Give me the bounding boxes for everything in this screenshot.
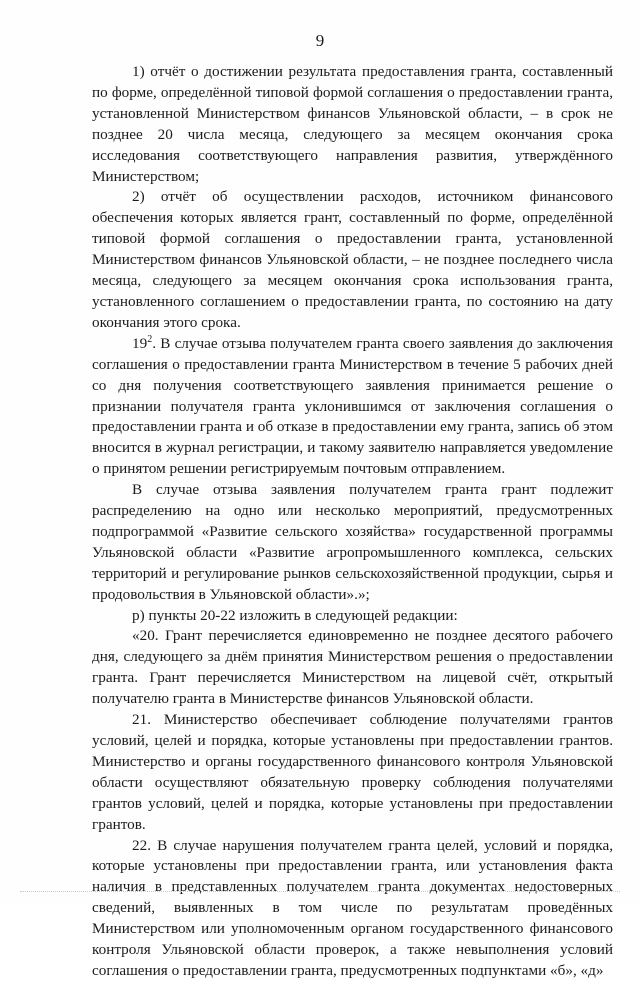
paragraph-report-result: 1) отчёт о достижении результата предоставления гранта, составленный по форме, определённой типовой формой соглашения о предоставлении гранта, установленной Министерством финансов Ульяновской области, – в срок не позднее 20 числа месяца, следующего за месяцем окончания срока исследования соответствующего направления развития, утверждённого Министерством; — [92, 63, 613, 185]
page-number: 9 — [315, 31, 325, 50]
paragraph-21: 21. Министерство обеспечивает соблюдение получателями грантов условий, целей и порядка, которые установлены при предоставлении грантов. Министерство и органы государственного финансового контроля Ульяновской области осуществляют обязательную проверку соблюдения получателями грантов условий, целей и порядка, которые установлены при предоставлении грантов. — [92, 711, 613, 833]
clause-number: 19 — [132, 334, 148, 352]
scan-edge-line — [20, 891, 620, 893]
paragraph-22: 22. В случае нарушения получателем гранта целей, условий и порядка, которые установлены при предоставлении гранта, или установления факта наличия в представленных получателем гранта документах недостоверных сведений, выявленных в том числе по результатам проведённых Министерством или уполномоченным органом государственного финансового контроля Ульяновской области проверок, а также невыполнения условий соглашения о предоставлении гранта, предусмотренных подпунктами «б», «д» — [92, 836, 613, 979]
paragraph-report-expenses: 2) отчёт об осуществлении расходов, источником финансового обеспечения которых является грант, составленный по форме, определённой типовой формой соглашения о предоставлении гранта, установленной Министерством финансов Ульяновской области, – не позднее последнего числа месяца, следующего за месяцем окончания срока использования гранта, установленного соглашением о предоставлении гранта, по состоянию на дату окончания этого срока. — [92, 188, 613, 331]
paragraph-amendment-intro: р) пункты 20-22 изложить в следующей редакции: — [132, 606, 458, 624]
clause-text: . В случае отзыва получателем гранта своего заявления до заключения соглашения о предоставлении гранта Министерством в течение 5 рабочих дней со дня получения соответствующего заявления принимается решение о признании получателя гранта уклонившимся от заключения соглашения о предоставлении гранта и об отказе в предоставлении ему гранта, запись об этом вносится в журнал регистрации, и такому заявителю направляется уведомление о принятом решении регистрируемым почтовым отправлением. — [92, 334, 613, 478]
paragraph-20: «20. Грант перечисляется единовременно не позднее десятого рабочего дня, следующего за днём принятия Министерством решения о предоставлении гранта. Грант перечисляется Министерством на лицевой счёт, открытый получателю гранта в Министерстве финансов Ульяновской области. — [92, 627, 613, 708]
document-body — [92, 62, 613, 982]
clause-superscript: 2 — [147, 333, 153, 345]
paragraph-grant-redistribution: В случае отзыва заявления получателем гранта грант подлежит распределению на одно или несколько мероприятий, предусмотренных подпрограммой «Развитие сельского хозяйства» государственной программы Ульяновской области «Развитие агропромышленного комплекса, сельских территорий и регулирование рынков сельскохозяйственной продукции, сырья и продовольствия в Ульяновской области».»; — [92, 481, 613, 603]
paragraph-19-2 — [92, 334, 613, 480]
